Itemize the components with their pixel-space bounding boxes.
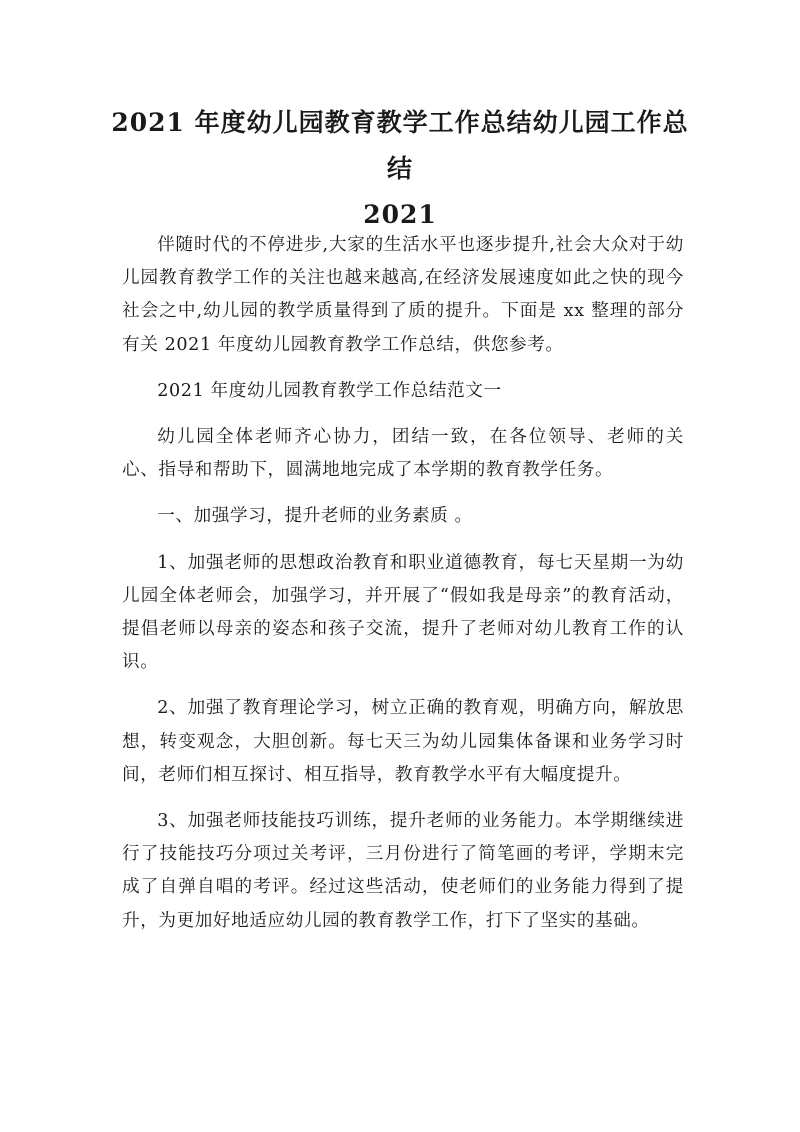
section-heading-sample-one: 2021 年度幼儿园教育教学工作总结范文一	[157, 380, 502, 401]
list-item-2: 2、加强了教育理论学习，树立正确的教育观，明确方向，解放思想，转变观念，大胆创新。每七天三为幼儿园集体备课和业务学习时间，老师们相互探讨、相互指导，教育教学水平有大幅度提升。	[122, 698, 684, 785]
document-title-line-1: 2021 年度幼儿园教育教学工作总结幼儿园工作总结	[111, 108, 689, 183]
document-body	[122, 229, 684, 938]
document-title	[110, 100, 690, 238]
list-item-3: 3、加强老师技能技巧训练，提升老师的业务能力。本学期继续进行了技能技巧分项过关考评，三月份进行了简笔画的考评，学期末完成了自弹自唱的考评。经过这些活动，使老师们的业务能力得到了提升，为更加好地适应幼儿园的教育教学工作，打下了坚实的基础。	[122, 811, 684, 931]
document-title-line-2: 2021	[363, 200, 437, 229]
overview-paragraph: 幼儿园全体老师齐心协力，团结一致，在各位领导、老师的关心、指导和帮助下，圆满地地完成了本学期的教育教学任务。	[122, 427, 684, 481]
intro-paragraph: 伴随时代的不停进步,大家的生活水平也逐步提升,社会大众对于幼儿园教育教学工作的关注也越来越高,在经济发展速度如此之快的现今社会之中,幼儿园的教学质量得到了质的提升。下面是 xx 整理的部分有关 2021 年度幼儿园教育教学工作总结，供您参考。	[122, 235, 684, 355]
list-item-1: 1、加强老师的思想政治教育和职业道德教育，每七天星期一为幼儿园全体老师会，加强学习，并开展了“假如我是母亲”的教育活动，提倡老师以母亲的姿态和孩子交流，提升了老师对幼儿教育工作的认识。	[122, 552, 684, 673]
section-heading-study: 一、加强学习，提升老师的业务素质 。	[157, 506, 473, 527]
